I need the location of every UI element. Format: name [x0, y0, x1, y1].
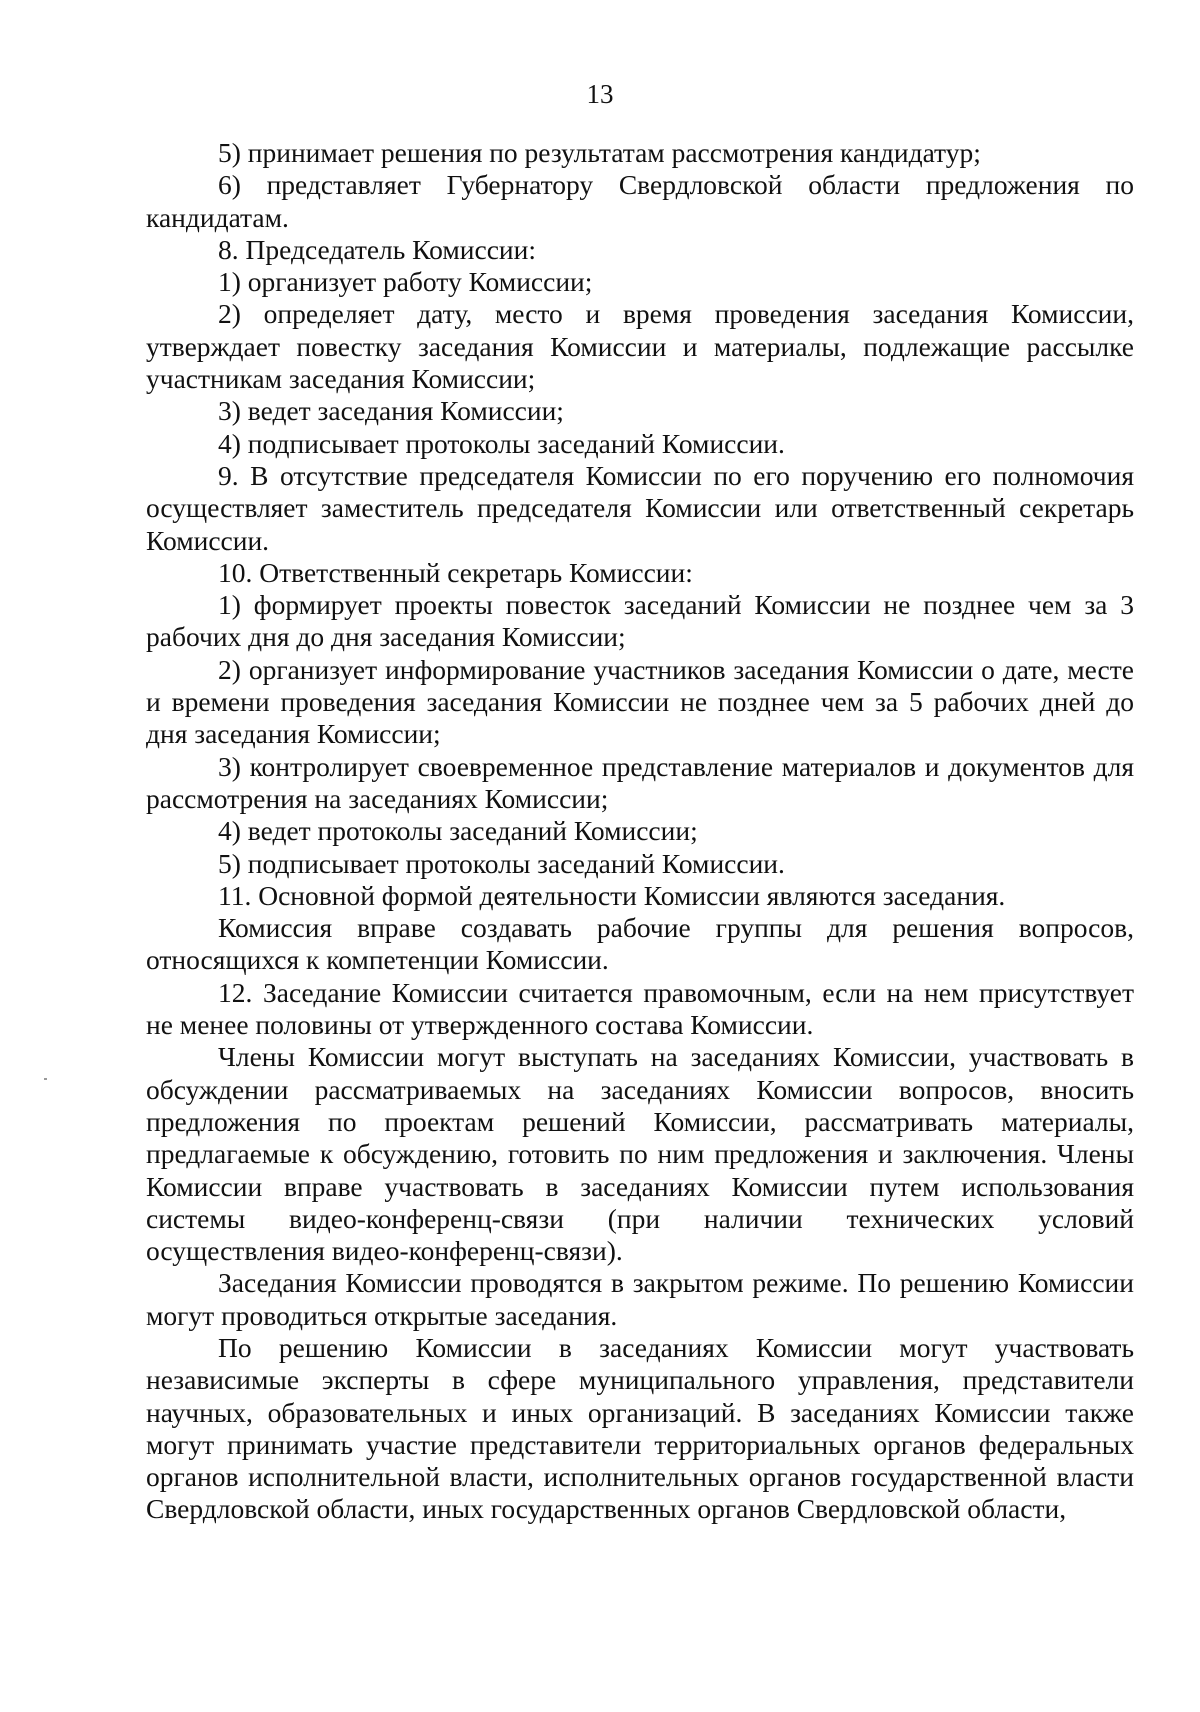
paragraph-section-8-chairman: 8. Председатель Комиссии: [218, 233, 536, 265]
paragraph-chairman-item-4: 4) подписывает протоколы заседаний Комиссии. [218, 427, 785, 459]
scan-margin-mark [44, 1078, 47, 1080]
paragraph-independent-experts: По решению Комиссии в заседаниях Комиссии могут участвовать независимые эксперты в сфере муниципального управления, представители научных, образовательных и иных организаций. В заседаниях Комиссии также могут принимать участие представители территориальных органов федеральных органов исполнительной власти, исполнительных органов государственной власти Свердловской области, иных государственных органов Свердловской области, [146, 1331, 1134, 1525]
page-number: 13 [586, 79, 614, 109]
paragraph-section-10-secretary: 10. Ответственный секретарь Комиссии: [218, 556, 693, 588]
paragraph-members-rights: Члены Комиссии могут выступать на заседаниях Комиссии, участвовать в обсуждении рассматриваемых на заседаниях Комиссии вопросов, вносить предложения по проектам решений Комиссии, рассматривать материалы, предлагаемые к обсуждению, готовить по ним предложения и заключения. Члены Комиссии вправе участвовать в заседаниях Комиссии путем использования системы видео-конференц-связи (при наличии технических условий осуществления видео-конференц-связи). [146, 1041, 1134, 1267]
paragraph-secretary-item-1: 1) формирует проекты повесток заседаний Комиссии не позднее чем за 3 рабочих дня до дня заседания Комиссии; [146, 589, 1134, 653]
paragraph-section-12-quorum: 12. Заседание Комиссии считается правомочным, если на нем присутствует не менее половины от утвержденного состава Комиссии. [146, 976, 1134, 1041]
paragraph-secretary-item-5: 5) подписывает протоколы заседаний Комиссии. [218, 847, 785, 879]
paragraph-section-11-meetings: 11. Основной формой деятельности Комиссии являются заседания. [218, 879, 1006, 911]
document-body [146, 137, 1134, 1526]
paragraph-section-9-absence: 9. В отсутствие председателя Комиссии по его поручению его полномочия осуществляет заместитель председателя Комиссии или ответственный секретарь Комиссии. [146, 459, 1134, 556]
paragraph-secretary-item-2: 2) организует информирование участников заседания Комиссии о дате, месте и времени проведения заседания Комиссии не позднее чем за 5 рабочих дней до дня заседания Комиссии; [146, 653, 1134, 750]
paragraph-closed-meetings: Заседания Комиссии проводятся в закрытом режиме. По решению Комиссии могут проводиться открытые заседания. [146, 1267, 1134, 1331]
paragraph-chairman-item-1: 1) организует работу Комиссии; [218, 266, 593, 298]
paragraph-item-5-decisions: 5) принимает решения по результатам рассмотрения кандидатур; [218, 137, 981, 168]
paragraph-item-6-proposals: 6) представляет Губернатору Свердловской области предложения по кандидатам. [146, 169, 1134, 233]
paragraph-secretary-item-4: 4) ведет протоколы заседаний Комиссии; [218, 815, 698, 847]
paragraph-working-groups: Комиссия вправе создавать рабочие группы для решения вопросов, относящихся к компетенции Комиссии. [146, 912, 1134, 976]
paragraph-chairman-item-3: 3) ведет заседания Комиссии; [218, 395, 564, 427]
paragraph-secretary-item-3: 3) контролирует своевременное представление материалов и документов для рассмотрения на заседаниях Комиссии; [146, 750, 1134, 814]
paragraph-chairman-item-2: 2) определяет дату, место и время проведения заседания Комиссии, утверждает повестку заседания Комиссии и материалы, подлежащие рассылке участникам заседания Комиссии; [146, 298, 1134, 395]
